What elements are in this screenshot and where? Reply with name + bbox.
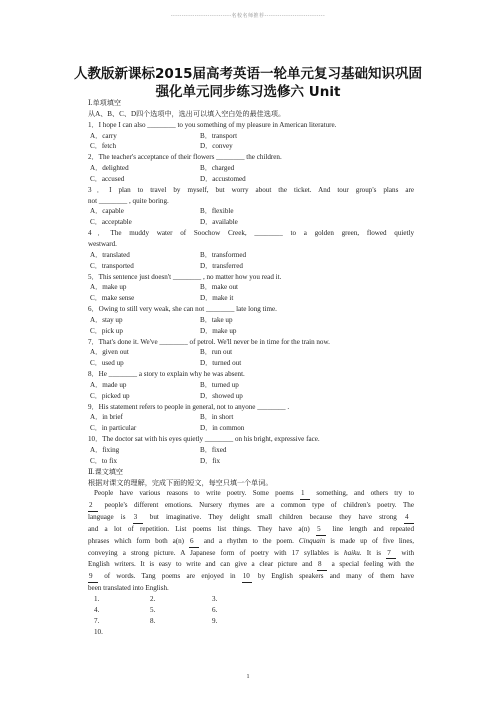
question-stem-continued: not ________ , quite boring.	[88, 196, 169, 205]
question-options	[88, 423, 414, 434]
option: A．carry	[90, 131, 117, 140]
option: C．acceptable	[90, 218, 132, 227]
option: B．run out	[200, 348, 233, 357]
question-options	[88, 282, 414, 293]
option: D．transferred	[200, 261, 243, 270]
question-options	[88, 358, 414, 369]
question-options	[88, 217, 414, 228]
answer-number: 7.	[94, 616, 100, 625]
answer-number: 10.	[94, 627, 103, 636]
question-stem: 9．His statement refers to people in general, not to anyone ________ .	[88, 402, 290, 411]
question-options	[88, 391, 414, 402]
option: A．stay up	[90, 315, 123, 324]
option: B．in short	[200, 413, 234, 422]
question-stem: 4．The muddy water of Soochow Creek, ________ to a golden green, flowed quietly	[88, 229, 414, 238]
option: A．fixing	[90, 446, 120, 454]
document-body	[88, 98, 414, 637]
passage-line: been translated into English.	[88, 584, 169, 593]
question-options	[88, 206, 414, 217]
option: A．made up	[90, 380, 127, 389]
blank-number: 1	[300, 488, 310, 500]
option: A．translated	[90, 250, 130, 259]
passage-line: conveying a strong picture. A Japanese form of poetry with 17 syllables is haiku. It is 7 with	[88, 548, 414, 560]
option: D．turned out	[200, 359, 242, 368]
option: A．make up	[90, 283, 127, 292]
option: C．to fix	[90, 456, 117, 465]
option: B．transport	[200, 131, 238, 140]
option: B．flexible	[200, 207, 234, 216]
blank-number: 8	[317, 559, 327, 571]
option: A．given out	[90, 348, 129, 357]
option: D．showed up	[200, 391, 243, 400]
passage-line: 2 people's different emotions. Nursery rhymes are a common type of children's poetry. The	[88, 500, 414, 512]
question-options	[88, 412, 414, 423]
question-options	[88, 261, 414, 272]
option: A．in brief	[90, 413, 123, 422]
question-stem: 10．The doctor sat with his eyes quietly ________ on his bright, expressive face.	[88, 435, 320, 444]
option: C．pick up	[90, 326, 123, 335]
option: D．in common	[200, 424, 245, 433]
blank-number: 6	[189, 536, 199, 548]
question-options	[88, 445, 414, 456]
question-stem: 1．I hope I can also ________ to you something of my pleasure in American literature.	[88, 120, 337, 129]
option: D．convey	[200, 142, 233, 151]
option: D．fix	[200, 456, 221, 465]
question-options	[88, 141, 414, 152]
page-number: 1	[246, 674, 250, 680]
option: D．make up	[200, 326, 237, 335]
question-stem: 2．The teacher's acceptance of their flowers ________ the children.	[88, 153, 282, 162]
answer-number: 9.	[212, 616, 218, 625]
option: C．in particular	[90, 424, 137, 433]
option: C．fetch	[90, 142, 117, 151]
option: B．charged	[200, 164, 235, 173]
answer-number: 8.	[150, 616, 156, 625]
answer-number: 4.	[94, 605, 100, 614]
answer-number: 6.	[212, 605, 218, 614]
option: B．turned up	[200, 380, 239, 389]
question-stem: 5．This sentence just doesn't ________ , no matter how you read it.	[88, 272, 282, 281]
option: B．transformed	[200, 250, 247, 259]
question-options	[88, 347, 414, 358]
passage-line: English writers. It is easy to write and can give a clear picture and 8 a special feeling with the	[88, 559, 414, 571]
question-options	[88, 250, 414, 261]
option: D．available	[200, 218, 238, 227]
answer-lines	[88, 594, 414, 637]
option: D．make it	[200, 294, 234, 303]
option: A．delighted	[90, 164, 129, 173]
blank-number: 3	[133, 512, 143, 524]
cloze-passage	[88, 488, 414, 594]
answer-number: 1.	[94, 594, 100, 603]
passage-line: 9 of words. Tang poems are enjoyed in 10 by English speakers and many of them have	[88, 571, 414, 583]
question-stem: 8．He ________ a story to explain why he was absent.	[88, 370, 245, 379]
section-heading: Ⅰ.单项填空	[88, 99, 121, 107]
question-stem-continued: westward.	[88, 239, 117, 248]
option: B．fixed	[200, 446, 227, 454]
option: B．take up	[200, 315, 233, 324]
answer-number: 2.	[150, 594, 156, 603]
option: C．picked up	[90, 391, 130, 400]
option: C．make sense	[90, 294, 135, 303]
question-options	[88, 293, 414, 304]
option: C．used up	[90, 359, 124, 368]
question-options	[88, 163, 414, 174]
option: D．accustomed	[200, 174, 246, 183]
passage-line: language is 3 but imaginative. They delight small children because they have strong 4	[88, 512, 414, 524]
blank-number: 2	[88, 500, 98, 512]
section-instruction: 从A、B、C、D四个选项中，选出可以填入空白处的最佳选项。	[88, 109, 286, 118]
passage-line: and a lot of repetition. List poems list things. They have a(n) 5 line length and repeated	[88, 524, 414, 536]
option: B．make out	[200, 283, 239, 292]
question-options	[88, 174, 414, 185]
answer-number: 5.	[150, 605, 156, 614]
question-options	[88, 326, 414, 337]
blank-number: 4	[404, 512, 414, 524]
passage-line: phrases which form both a(n) 6 and a rhythm to the poem. Cinquain is made up of five lines,	[88, 536, 414, 548]
blank-number: 9	[88, 571, 98, 583]
page-header: ----------------------------名校名师推荐----------------------------	[170, 14, 326, 19]
option: A．capable	[90, 207, 124, 216]
question-stem: 6．Owing to still very weak, she can not ________ late long time.	[88, 305, 277, 314]
passage-line: People have various reasons to write poetry. Some poems 1 something, and others try to	[88, 488, 414, 500]
option: C．transported	[90, 261, 134, 270]
section-heading: Ⅱ.课文填空	[88, 467, 123, 476]
blank-number: 10	[242, 571, 252, 583]
question-stem: 3．I plan to travel by myself, but worry about the ticket. And tour group's plans are	[88, 185, 414, 194]
answer-number: 3.	[212, 594, 218, 603]
option: C．accused	[90, 174, 125, 183]
document-title: 人教版新课标2015届高考英语一轮单元复习基础知识巩固	[73, 66, 423, 82]
question-options	[88, 131, 414, 142]
question-stem: 7．That's done it. We've ________ of petrol. We'll never be in time for the train now.	[88, 337, 330, 346]
question-options	[88, 315, 414, 326]
section-instruction: 根据对课文的理解，完成下面的短文，每空只填一个单词。	[88, 478, 273, 487]
document-subtitle: 强化单元同步练习选修六 Unit	[155, 84, 341, 100]
blank-number: 5	[316, 524, 326, 536]
question-options	[88, 456, 414, 467]
question-options	[88, 380, 414, 391]
blank-number: 7	[386, 548, 396, 560]
